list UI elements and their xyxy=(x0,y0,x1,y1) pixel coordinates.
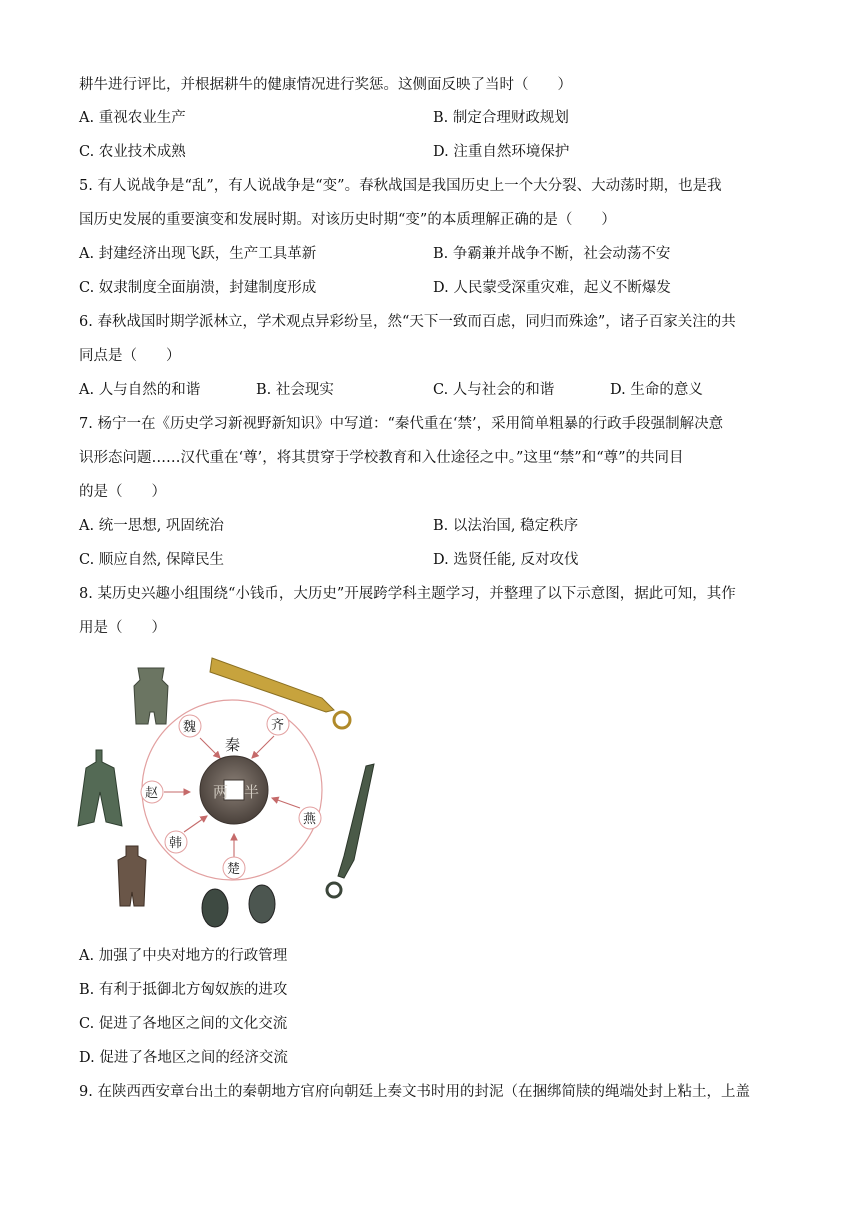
arrow-qi xyxy=(252,736,274,758)
arrow-han xyxy=(184,816,207,832)
han-spade-coin-icon xyxy=(118,846,146,906)
state-zhao xyxy=(141,781,163,803)
arrow-wei xyxy=(200,738,220,758)
zhao-spade-coin-icon xyxy=(78,750,122,826)
q6-option-c[interactable]: C. 人与社会的和谐 xyxy=(433,382,555,398)
state-qi xyxy=(267,713,289,735)
wei-spade-coin-icon xyxy=(134,668,168,724)
yan-knife-coin-icon xyxy=(327,764,374,897)
q5-option-a[interactable]: A. 封建经济出现飞跃，生产工具革新 xyxy=(79,246,317,262)
q7-stem-line3: 的是（ ） xyxy=(79,484,166,500)
q5-option-b[interactable]: B. 争霸兼并战争不断，社会动荡不安 xyxy=(433,246,671,262)
q6-option-b[interactable]: B. 社会现实 xyxy=(256,382,334,398)
svg-text:韩: 韩 xyxy=(169,836,183,851)
q9-stem-line1: 9. 在陕西西安章台出土的秦朝地方官府向朝廷上奏文书时用的封泥（在捆绑简牍的绳端处封上粘土，上盖 xyxy=(79,1084,750,1100)
svg-text:赵: 赵 xyxy=(145,786,159,801)
q8-option-b[interactable]: B. 有利于抵御北方匈奴族的进攻 xyxy=(79,982,288,998)
chu-antnose-coins-icon xyxy=(202,885,275,927)
q6-option-d[interactable]: D. 生命的意义 xyxy=(610,382,703,398)
q5-option-d[interactable]: D. 人民蒙受深重灾难，起义不断爆发 xyxy=(433,280,671,296)
q5-stem-line2: 国历史发展的重要演变和发展时期。对该历史时期“变”的本质理解正确的是（ ） xyxy=(79,212,616,228)
svg-text:魏: 魏 xyxy=(183,720,197,735)
coin-char-left: 两 xyxy=(213,783,229,801)
q4-option-b[interactable]: B. 制定合理财政规划 xyxy=(433,110,569,126)
q7-option-a[interactable]: A. 统一思想, 巩固统治 xyxy=(79,518,224,534)
q5-option-c[interactable]: C. 奴隶制度全面崩溃，封建制度形成 xyxy=(79,280,317,296)
svg-text:燕: 燕 xyxy=(303,812,317,827)
coin-char-right: 半 xyxy=(244,783,260,801)
q4-option-a[interactable]: A. 重视农业生产 xyxy=(79,110,186,126)
svg-text:齐: 齐 xyxy=(271,718,285,733)
q8-stem-line1: 8. 某历史兴趣小组围绕“小钱币，大历史”开展跨学科主题学习，并整理了以下示意图，据此可知，其作 xyxy=(79,586,736,602)
q8-option-a[interactable]: A. 加强了中央对地方的行政管理 xyxy=(79,948,288,964)
q7-option-d[interactable]: D. 选贤任能, 反对攻伐 xyxy=(433,552,579,568)
state-yan xyxy=(299,807,321,829)
q7-option-b[interactable]: B. 以法治国, 稳定秩序 xyxy=(433,518,579,534)
q4-stem-tail: 耕牛进行评比，并根据耕牛的健康情况进行奖惩。这侧面反映了当时（ ） xyxy=(79,77,572,93)
state-wei xyxy=(179,715,201,737)
q7-stem-line2: 识形态问题……汉代重在‘尊’，将其贯穿于学校教育和入仕途径之中。”这里“禁”和“尊”的共同目 xyxy=(79,450,684,466)
q5-stem-line1: 5. 有人说战争是“乱”，有人说战争是“变”。春秋战国是我国历史上一个大分裂、大动荡时期，也是我 xyxy=(79,178,722,194)
arrow-yan xyxy=(272,798,300,808)
coin-unification-diagram xyxy=(72,650,382,935)
q6-option-a[interactable]: A. 人与自然的和谐 xyxy=(79,382,201,398)
q4-option-d[interactable]: D. 注重自然环境保护 xyxy=(433,144,570,160)
q7-option-c[interactable]: C. 顺应自然, 保障民生 xyxy=(79,552,225,568)
state-chu xyxy=(223,857,245,879)
q4-option-c[interactable]: C. 农业技术成熟 xyxy=(79,144,186,160)
state-han xyxy=(165,831,187,853)
q8-stem-line2: 用是（ ） xyxy=(79,620,166,636)
q7-stem-line1: 7. 杨宁一在《历史学习新视野新知识》中写道：“秦代重在‘禁’，采用简单粗暴的行政手段强制解决意 xyxy=(79,416,724,432)
q6-stem-line1: 6. 春秋战国时期学派林立，学术观点异彩纷呈，然“天下一致而百虑，同归而殊途”，诸子百家关注的共 xyxy=(79,314,736,330)
q8-option-c[interactable]: C. 促进了各地区之间的文化交流 xyxy=(79,1016,288,1032)
banliang-coin-icon xyxy=(200,756,268,824)
center-label-qin: 秦 xyxy=(225,736,241,754)
svg-text:楚: 楚 xyxy=(227,862,241,877)
q8-option-d[interactable]: D. 促进了各地区之间的经济交流 xyxy=(79,1050,288,1066)
q6-stem-line2: 同点是（ ） xyxy=(79,348,181,364)
